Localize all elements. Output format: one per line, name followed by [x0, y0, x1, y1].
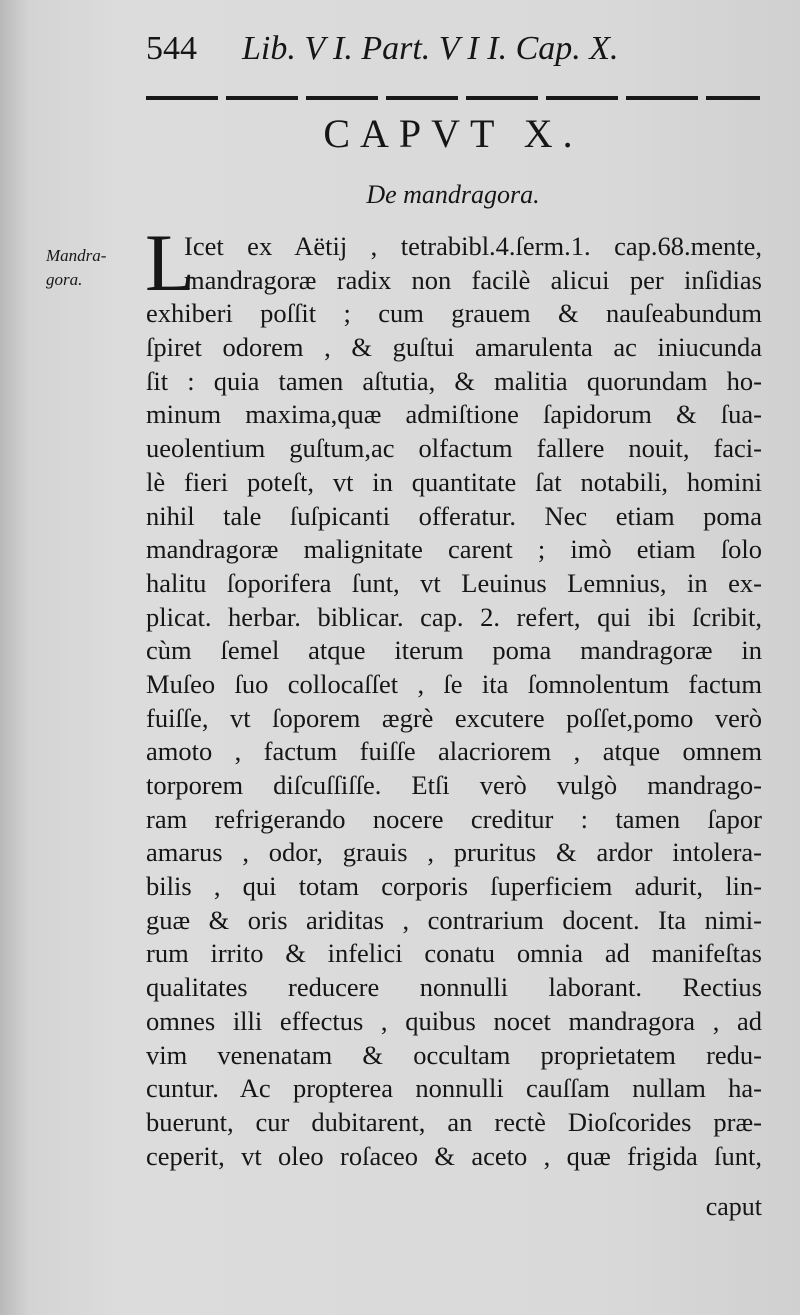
- margin-note-line: Mandra-: [46, 246, 107, 265]
- text-line: mandragoræ radix non facilè alicui per inſidias: [184, 264, 762, 295]
- body-text: [146, 230, 762, 1173]
- text-line: omnes illi effectus , quibus nocet mandragora , ad: [146, 1005, 762, 1036]
- page-number: 544: [146, 30, 197, 67]
- margin-note-line: gora.: [46, 270, 83, 289]
- text-line: ſit : quia tamen aſtutia, & malitia quorundam ho-: [146, 365, 762, 396]
- text-line: exhiberi poſſit ; cum grauem & nauſeabundum: [146, 298, 762, 329]
- text-line: minum maxima,quæ admiſtione ſapidorum & ſua-: [146, 399, 762, 430]
- running-title: Lib. V I. Part. V I I. Cap. X.: [242, 30, 619, 67]
- text-line: bilis , qui totam corporis ſuperficiem adurit, lin-: [146, 871, 762, 902]
- text-line: torporem diſcuſſiſſe. Etſi verò vulgò mandrago-: [146, 770, 762, 800]
- text-line: Icet ex Aëtij , tetrabibl.4.ſerm.1. cap.68.mente,: [184, 231, 762, 261]
- text-line: halitu ſoporifera ſunt, vt Leuinus Lemnius, in ex-: [146, 567, 762, 598]
- margin-note: [46, 244, 138, 292]
- text-line: fuiſſe, vt ſoporem ægrè excutere poſſet,pomo verò: [146, 702, 762, 733]
- text-line: qualitates reducere nonnulli laborant. Rectius: [146, 972, 762, 1003]
- text-line: plicat. herbar. biblicar. cap. 2. refert, qui ibi ſcribit,: [146, 601, 762, 632]
- text-line: guæ & oris ariditas , contrarium docent. Ita nimi-: [146, 904, 762, 935]
- text-line: amarus , odor, grauis , pruritus & ardor intolera-: [146, 837, 762, 868]
- drop-cap: L: [145, 217, 196, 308]
- text-line: vim venenatam & occultam proprietatem redu-: [146, 1039, 762, 1070]
- header-rule: [146, 96, 760, 100]
- text-line: amoto , factum fuiſſe alacriorem , atque omnem: [146, 736, 762, 767]
- running-head: [146, 22, 766, 70]
- text-line: ſpiret odorem , & guſtui amarulenta ac iniucunda: [146, 332, 762, 363]
- text-line: ueolentium guſtum,ac olfactum fallere nouit, faci-: [146, 433, 762, 464]
- text-line: nihil tale ſuſpicanti offeratur. Nec etiam poma: [146, 500, 762, 531]
- catchword: caput: [705, 1192, 762, 1221]
- text-line: buerunt, cur dubitarent, an rectè Dioſcorides præ-: [146, 1106, 762, 1137]
- text-line: rum irrito & infelici conatu omnia ad manifeſtas: [146, 938, 762, 969]
- text-line: lè fieri poteſt, vt in quantitate ſat notabili, homini: [146, 466, 762, 497]
- text-line: cuntur. Ac propterea nonnulli cauſſam nullam ha-: [146, 1073, 762, 1104]
- text-line: mandragoræ malignitate carent ; imò etiam ſolo: [146, 534, 762, 565]
- chapter-subtitle: De mandragora.: [366, 180, 540, 209]
- text-line: ceperit, vt oleo roſaceo & aceto , quæ frigida ſunt,: [146, 1140, 762, 1171]
- text-line: Muſeo ſuo collocaſſet , ſe ita ſomnolentum factum: [146, 668, 762, 699]
- chapter-title: CAPVT X.: [323, 111, 583, 156]
- text-line: ram refrigerando nocere creditur : tamen ſapor: [146, 803, 762, 834]
- text-line: cùm ſemel atque iterum poma mandragoræ in: [146, 635, 762, 666]
